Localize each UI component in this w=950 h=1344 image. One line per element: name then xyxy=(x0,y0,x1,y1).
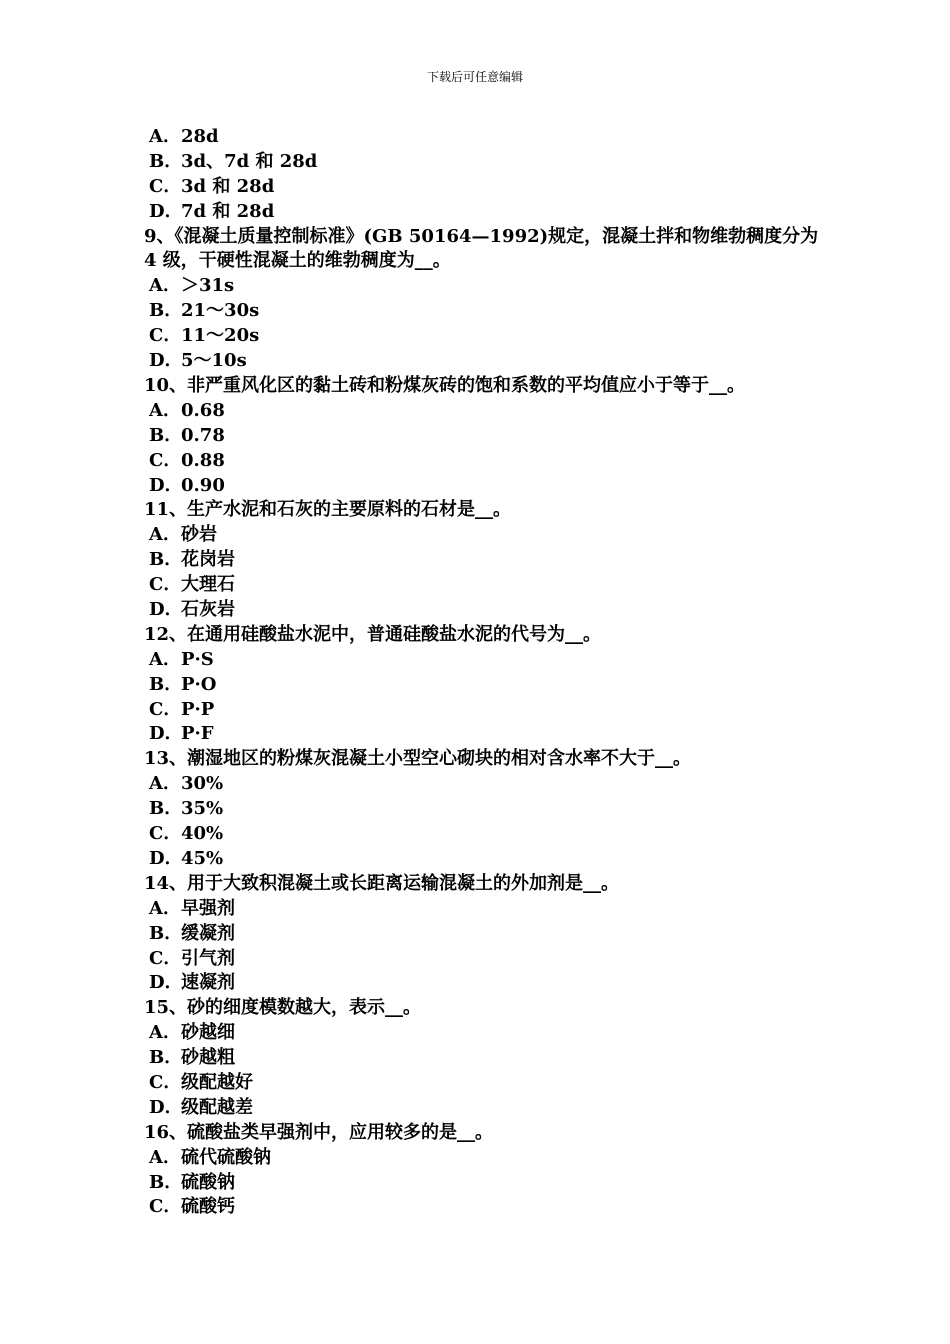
option-text: 石灰岩 xyxy=(181,598,235,620)
option-text: ＞31s xyxy=(181,275,235,297)
option-text: 3d、7d 和 28d xyxy=(181,150,318,172)
option-text: 7d 和 28d xyxy=(181,200,275,222)
answer-option xyxy=(144,772,824,797)
option-text: 硫酸钠 xyxy=(181,1171,235,1193)
option-text: 0.88 xyxy=(181,449,225,471)
answer-option xyxy=(144,299,824,324)
page-header: 下载后可任意编辑 xyxy=(426,70,523,84)
option-text: 11～20s xyxy=(181,325,260,347)
answer-option xyxy=(144,474,824,499)
option-letter: A． xyxy=(149,648,181,670)
option-letter: B． xyxy=(149,424,183,446)
option-text: 5～10s xyxy=(181,350,247,372)
option-letter: B． xyxy=(149,922,183,944)
option-letter: C． xyxy=(149,823,182,845)
option-text: 早强剂 xyxy=(181,897,235,919)
option-letter: C． xyxy=(149,574,182,596)
answer-option xyxy=(144,200,824,225)
option-letter: C． xyxy=(149,175,182,197)
option-text: 30% xyxy=(181,773,224,795)
question-text: 15、砂的细度模数越大，表示__。 xyxy=(144,997,422,1019)
answer-option xyxy=(144,722,824,747)
answer-option xyxy=(144,1046,824,1071)
answer-option xyxy=(144,673,824,698)
answer-option xyxy=(144,424,824,449)
option-text: 大理石 xyxy=(181,574,235,596)
option-text: 砂越粗 xyxy=(181,1047,235,1069)
option-text: P·O xyxy=(181,673,217,695)
answer-option xyxy=(144,399,824,424)
option-text: 35% xyxy=(181,798,224,820)
option-text: 3d 和 28d xyxy=(181,175,275,197)
answer-option xyxy=(144,797,824,822)
option-text: 缓凝剂 xyxy=(181,922,235,944)
answer-option xyxy=(144,1195,824,1220)
exam-content xyxy=(144,125,824,1220)
option-text: 硫酸钙 xyxy=(181,1196,235,1218)
option-letter: C． xyxy=(149,698,182,720)
answer-option xyxy=(144,922,824,947)
option-letter: C． xyxy=(149,1196,182,1218)
answer-option xyxy=(144,349,824,374)
question-text: 10、非严重风化区的黏土砖和粉煤灰砖的饱和系数的平均值应小于等于__。 xyxy=(144,374,746,396)
option-letter: A． xyxy=(149,399,181,421)
answer-option xyxy=(144,971,824,996)
option-letter: B． xyxy=(149,798,183,820)
answer-option xyxy=(144,150,824,175)
answer-option xyxy=(144,1146,824,1171)
option-text: 硫代硫酸钠 xyxy=(181,1146,271,1168)
option-letter: D． xyxy=(149,350,183,372)
option-letter: D． xyxy=(149,972,183,994)
option-letter: D． xyxy=(149,723,183,745)
option-text: 40% xyxy=(181,823,224,845)
option-letter: D． xyxy=(149,474,183,496)
answer-option xyxy=(144,175,824,200)
question-text: 11、生产水泥和石灰的主要原料的石材是__。 xyxy=(144,499,512,521)
option-text: 45% xyxy=(181,847,224,869)
option-text: 砂越细 xyxy=(181,1022,235,1044)
option-text: 0.78 xyxy=(181,424,225,446)
option-letter: A． xyxy=(149,126,181,147)
option-text: P·P xyxy=(181,698,215,720)
option-letter: C． xyxy=(149,449,182,471)
option-letter: B． xyxy=(149,549,183,571)
question-text: 9、《混凝土质量控制标准》(GB 50164—1992)规定，混凝土拌和物维勃稠度分为 4 级，干硬性混凝土的维勃稠度为__。 xyxy=(144,225,819,272)
answer-option xyxy=(144,548,824,573)
option-text: 砂岩 xyxy=(181,524,217,546)
answer-option xyxy=(144,1071,824,1096)
question-text: 16、硫酸盐类早强剂中，应用较多的是__。 xyxy=(144,1121,494,1143)
option-letter: A． xyxy=(149,275,181,297)
option-letter: D． xyxy=(149,1096,183,1118)
option-letter: A． xyxy=(149,897,181,919)
option-text: 0.68 xyxy=(181,399,225,421)
option-letter: B． xyxy=(149,300,183,322)
option-text: P·F xyxy=(181,723,214,745)
answer-option xyxy=(144,523,824,548)
option-text: 引气剂 xyxy=(181,947,235,969)
option-letter: C． xyxy=(149,325,182,347)
option-letter: B． xyxy=(149,1171,183,1193)
option-text: 速凝剂 xyxy=(181,972,235,994)
option-text: P·S xyxy=(181,648,214,670)
question-text: 12、在通用硅酸盐水泥中，普通硅酸盐水泥的代号为__。 xyxy=(144,623,602,645)
option-letter: A． xyxy=(149,1022,181,1044)
option-letter: B． xyxy=(149,150,183,172)
answer-option xyxy=(144,1096,824,1121)
answer-option xyxy=(144,1021,824,1046)
option-text: 级配越差 xyxy=(181,1096,253,1118)
option-letter: D． xyxy=(149,200,183,222)
option-text: 级配越好 xyxy=(181,1071,253,1093)
option-letter: B． xyxy=(149,673,183,695)
option-letter: B． xyxy=(149,1047,183,1069)
answer-option xyxy=(144,847,824,872)
option-text: 28d xyxy=(181,126,219,147)
option-letter: C． xyxy=(149,947,182,969)
answer-option xyxy=(144,648,824,673)
answer-option xyxy=(144,125,824,150)
option-letter: D． xyxy=(149,847,183,869)
answer-option xyxy=(144,449,824,474)
option-letter: D． xyxy=(149,598,183,620)
question-text: 14、用于大致积混凝土或长距离运输混凝土的外加剂是__。 xyxy=(144,872,620,894)
answer-option xyxy=(144,897,824,922)
answer-option xyxy=(144,573,824,598)
answer-option xyxy=(144,324,824,349)
option-letter: A． xyxy=(149,773,181,795)
answer-option xyxy=(144,947,824,972)
answer-option xyxy=(144,1171,824,1196)
option-text: 21～30s xyxy=(181,300,260,322)
question-text: 13、潮湿地区的粉煤灰混凝土小型空心砌块的相对含水率不大于__。 xyxy=(144,748,692,770)
option-letter: C． xyxy=(149,1071,182,1093)
option-text: 0.90 xyxy=(181,474,225,496)
option-text: 花岗岩 xyxy=(181,549,235,571)
answer-option xyxy=(144,598,824,623)
answer-option xyxy=(144,822,824,847)
option-letter: A． xyxy=(149,524,181,546)
option-letter: A． xyxy=(149,1146,181,1168)
answer-option xyxy=(144,698,824,723)
answer-option xyxy=(144,274,824,299)
